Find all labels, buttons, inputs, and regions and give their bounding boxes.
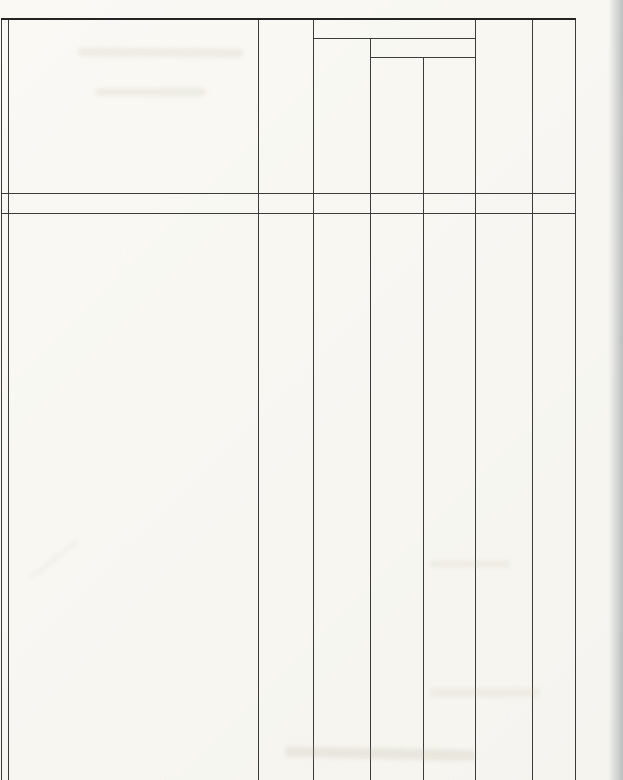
grid-line: [1, 18, 576, 20]
header-including-area-group: [313, 18, 475, 38]
grid-line: [532, 18, 533, 780]
grid-line: [475, 18, 476, 780]
header-loggias-balconies: [475, 18, 532, 193]
header-of-it-group: [370, 38, 475, 57]
column-number-4: [258, 193, 313, 213]
grid-line: [575, 18, 576, 780]
grid-line: [258, 18, 259, 780]
bleed-through-artifact: [78, 47, 243, 57]
bleed-through-artifact: [430, 688, 540, 697]
column-number-6: [370, 193, 423, 213]
grid-line: [313, 18, 314, 780]
header-total-apartment-area: [258, 18, 313, 193]
column-number-5: [313, 193, 370, 213]
grid-line: [1, 213, 576, 214]
grid-line: [313, 38, 475, 39]
explication-table: [1, 18, 576, 780]
grid-line: [8, 18, 9, 780]
column-number-8: [475, 193, 532, 213]
column-number-7: [423, 193, 475, 213]
grid-line: [423, 57, 424, 780]
grid-line: [1, 193, 576, 194]
grid-line: [370, 57, 475, 58]
header-purpose-of-rooms: [8, 18, 258, 193]
column-number-3: [8, 193, 258, 213]
header-auxiliary-area: [423, 57, 475, 193]
header-apartments: [313, 38, 370, 193]
bleed-through-artifact: [430, 560, 510, 568]
scan-edge-shadow: [608, 0, 623, 780]
document-title: [1, 0, 576, 18]
bleed-through-artifact: [96, 88, 206, 96]
grid-line: [370, 38, 371, 780]
grid-line: [1, 18, 2, 780]
column-number-9: [532, 193, 576, 213]
header-living-area: [370, 57, 423, 193]
header-room-height: [532, 18, 576, 193]
